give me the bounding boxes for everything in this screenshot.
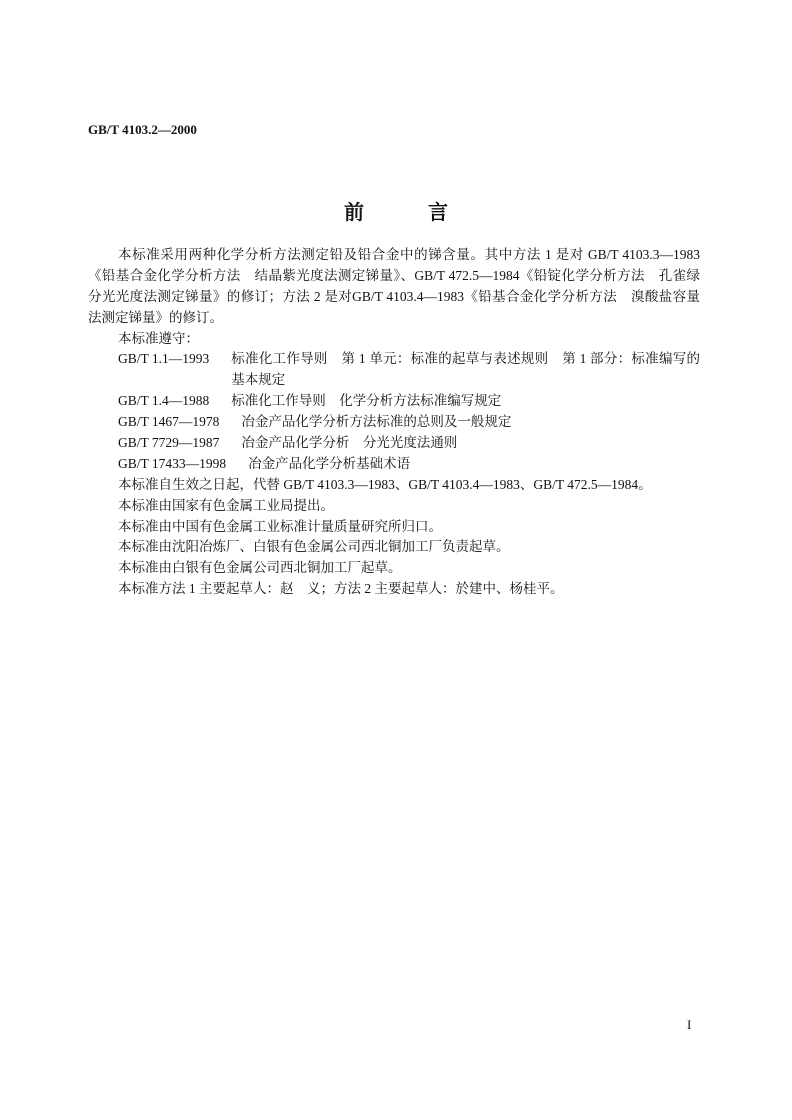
intro-line: 《铅基合金化学分析方法 结晶紫光度法测定锑量》、GB/T 472.5—1984《铅锭化学分析方法 孔雀绿	[88, 267, 700, 283]
reference-title	[231, 391, 700, 412]
reference-item	[88, 454, 700, 475]
proposer-statement: 本标准由国家有色金属工业局提出。	[118, 497, 334, 513]
reference-item	[88, 391, 700, 412]
reference-code: GB/T 1.4—1988	[118, 393, 210, 409]
centralized-management-statement: 本标准由中国有色金属工业标准计量质量研究所归口。	[118, 518, 442, 534]
reference-code: GB/T 1.1—1993	[118, 351, 210, 367]
reference-title-line: 冶金产品化学分析基础术语	[248, 455, 411, 471]
responsible-drafter-statement: 本标准由沈阳冶炼厂、白银有色金属公司西北铜加工厂负责起草。	[118, 539, 510, 555]
reference-title	[231, 349, 700, 391]
reference-item	[88, 349, 700, 391]
drafting-unit-statement: 本标准由白银有色金属公司西北铜加工厂起草。	[118, 560, 402, 576]
compliance-heading: 本标准遵守：	[118, 330, 199, 346]
reference-title-line: 冶金产品化学分析方法标准的总则及一般规定	[241, 414, 512, 430]
reference-code: GB/T 1467—1978	[118, 414, 220, 430]
intro-line: 本标准采用两种化学分析方法测定铅及铅合金中的锑含量。其中方法 1 是对 GB/T 4103.3—1983	[118, 247, 700, 262]
page-title: 前 言	[344, 202, 456, 224]
reference-item	[88, 433, 700, 454]
intro-line: 分光光度法测定锑量》的修订；方法 2 是对GB/T 4103.4—1983《铅基合金化学分析方法 溴酸盐容量	[88, 288, 700, 304]
reference-code: GB/T 7729—1987	[118, 435, 220, 451]
reference-title	[248, 454, 700, 475]
reference-item	[88, 412, 700, 433]
foreword-body	[88, 245, 700, 600]
intro-line: 法测定锑量》的修订。	[88, 309, 223, 325]
replacement-statement: 本标准自生效之日起，代替 GB/T 4103.3—1983、GB/T 4103.4—1983、GB/T 472.5—1984。	[118, 476, 652, 492]
reference-code: GB/T 17433—1998	[118, 455, 227, 471]
page-number: I	[687, 1017, 692, 1032]
reference-title-line: 基本规定	[231, 372, 286, 388]
reference-title-line: 标准化工作导则 化学分析方法标准编写规定	[231, 393, 502, 409]
reference-title	[241, 433, 700, 454]
reference-list	[88, 349, 700, 474]
reference-title-line: 标准化工作导则 第 1 单元：标准的起草与表述规则 第 1 部分：标准编写的	[231, 351, 700, 367]
drafters-statement: 本标准方法 1 主要起草人：赵 义；方法 2 主要起草人：於建中、杨桂平。	[118, 581, 564, 597]
intro-paragraph	[88, 245, 700, 329]
reference-title	[241, 412, 700, 433]
statement-list	[88, 475, 700, 600]
reference-title-line: 冶金产品化学分析 分光光度法通则	[241, 435, 458, 451]
standard-number: GB/T 4103.2—2000	[88, 122, 197, 137]
